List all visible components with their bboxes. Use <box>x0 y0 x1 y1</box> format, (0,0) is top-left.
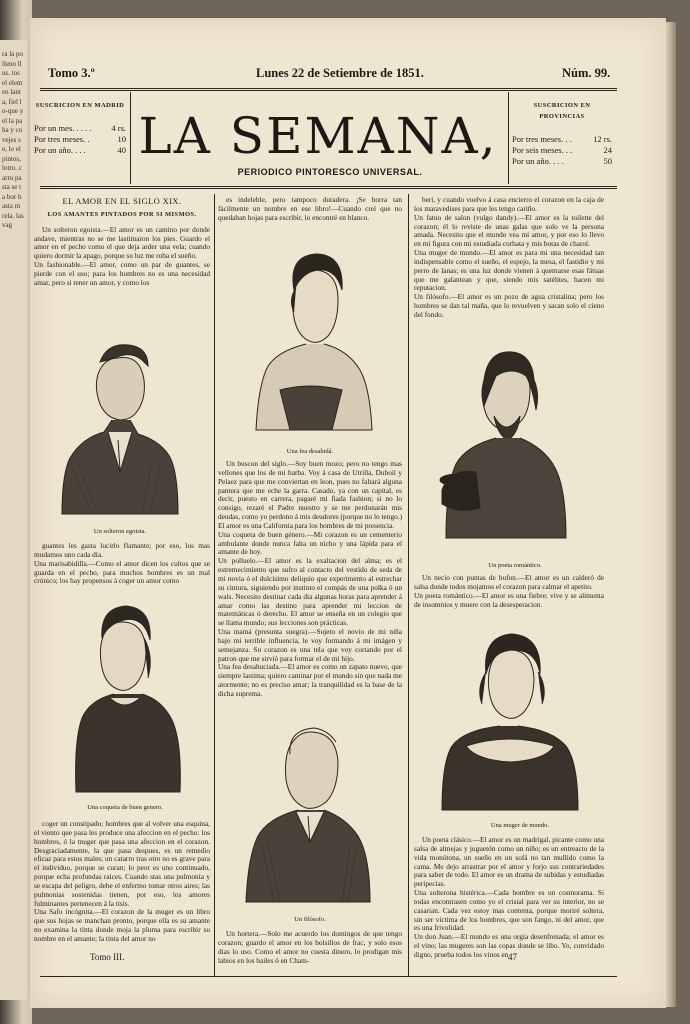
article-paragraph: Un solteron egoista.—El amor es un camino por donde andave, mientras no se me lastimaron los pies. Guardo el amor en el pecho como el que deja arder una vela; cuando quiero dormir la apago, porque su luz me roba el sueño. Un fashionable.—El amor, como un par de guantes, se pierde con el uso; para los hombres no es una necesidad amar, pero si tener un amor, y como los <box>34 224 210 287</box>
article-paragraph: es indeleble, pero tampoco duradera. ¡Se borra tan fácilmente un nombre en ese libro!—Cuando creí que no quedaban hojas para escribir, lo encontré en blanco. <box>218 195 402 222</box>
footer-rule <box>40 976 617 977</box>
caption-filosofo: Un filósofo. <box>294 916 326 923</box>
caption-solteron: Un solteron egoista. <box>93 528 147 535</box>
portrait-solteron <box>52 328 184 524</box>
portrait-filosofo <box>238 716 378 912</box>
page-edge <box>666 22 676 1007</box>
header-rule <box>40 88 617 91</box>
left-page-text: ra la po lleno llus. tos el elemen lanta, fiel lo-que y el la pa ha y co vejes se, lo el pintos, lotro. carru pasta se ta bor hasta m rela. las vag <box>2 50 24 229</box>
header-row <box>44 66 614 84</box>
column-1-mid <box>34 542 210 586</box>
column-3-bottom <box>414 836 604 960</box>
caption-coqueta: Una coqueta de buen genero. <box>87 804 163 811</box>
subscription-madrid <box>34 100 126 156</box>
left-page-fragment <box>0 40 27 1000</box>
column-3-top <box>414 196 604 320</box>
masthead-divider <box>508 92 509 184</box>
subscription-provinces-title: SUSCRICION EN PROVINCIAS <box>533 102 591 120</box>
column-2-top <box>218 196 402 223</box>
article-title: EL AMOR EN EL SIGLO XIX. <box>62 196 182 206</box>
caption-fea: Una fea desahidá. <box>286 448 334 455</box>
issue-date: Lunes 22 de Setiembre de 1851. <box>256 66 424 80</box>
article-subtitle: LOS AMANTES PINTADOS POR SI MISMOS. <box>47 210 197 218</box>
article-paragraph: Un poeta clásico.—El amor es un madrigal, picante como una salsa de almejas y juguetón como un niño; es un entreacto de la vida monótona, un sueño en un sofá no tan mullido como la cama. Me dejo arrastrar por el amor y forjo sus contrariedades para saber de todo. El amor es un drama de subidas y estudiadas peripecias. Una solterona histérica.—Cada hombre es un cosmorama. Si todas encontrasen como yo el cristal para ver su interior, no se casarian. Cada vez estoy mas contenta, porque moriré soltera, sin ser víctima de los hombres, que son fango, ni del amor, que es una frivolidad. Un don Juan.—El mundo es una orgía desenfrenada; el amor es el vino; las mugeres son las copas donde se libo. Yo, convidado digno, prueba todos los vinos en <box>414 835 604 959</box>
subscription-line: Por un mes. . . . . 4 rs. <box>34 123 126 133</box>
subscription-line: Por tres meses. . 10 <box>34 134 126 144</box>
column-2-bottom <box>218 930 402 965</box>
subscription-line: Por seis meses. . . 24 <box>512 145 612 155</box>
portrait-fea <box>240 240 380 440</box>
column-2-mid <box>218 460 402 699</box>
column-1-top <box>34 194 210 288</box>
article-paragraph: beri, y cuando vuelvo á casa encierro el corazon en la caja de los maravedises para que les tengo cariño. Un fatuo de salon (vulgo dandy).—El amor es la toilette del corazon; él lo reviste de unas galas que solo ve la persona amada. Necesito que el mundo vea mi amor, y por eso lo llevo en mi figura con mi estudiada corbata y mis botas de charol. Una muger de mundo.—El amor es para mi una necesidad tan indispensable como el sueño, el espejo, la mesa, el fastidio y mi perro de lanas; es una luz donde vienen á quemarse esas fátuas que me galantean y que, siendo mis satélites, hacen mi reputacion. Un filósofo.—El amor es un pozo de agua cristalina; pero los hombres se dan tal maña, que lo revuelven y sacan solo el cieno del fondo. <box>414 195 604 319</box>
subscription-line: Por un año. . . . 50 <box>512 156 612 166</box>
portrait-coqueta <box>64 598 188 798</box>
subscription-madrid-title: SUSCRICION EN MADRID <box>35 102 125 109</box>
issue-number: Núm. 99. <box>562 66 611 80</box>
masthead-subtitle: PERIODICO PINTORESCO UNIVERSAL. <box>237 167 423 177</box>
newspaper-page <box>30 18 666 1008</box>
caption-muger: Una muger de mundo. <box>490 822 550 829</box>
subscription-line: Por tres meses. . . 12 rs. <box>512 134 612 144</box>
caption-poeta: Un poeta romántico. <box>488 562 542 569</box>
article-paragraph: guantes les gasta lucirlo flamante; por eso, los mas mudamos uno cada dia. Una marisabidilla.—Como el amor dicen los cultos que se guarda en el pecho, para muchos hombres es un mal crónico; los hay propensos á coger un amor como <box>34 541 210 586</box>
volume-label: Tomo 3.º <box>48 66 95 80</box>
column-3-mid <box>414 574 604 609</box>
portrait-poeta <box>436 340 576 546</box>
masthead-bottom-rule <box>40 186 617 189</box>
subscription-line: Por un año. . . . 40 <box>34 145 126 155</box>
column-divider <box>408 194 409 976</box>
footer-page-number: 47 <box>508 952 517 962</box>
portrait-muger <box>430 622 580 820</box>
column-1-bottom <box>34 820 210 944</box>
article-paragraph: Un buscon del siglo.—Soy buen mozo; pero no tengo mas vellones que los de mi barba. Voy á casa de Utrilla, Duboil y Pelaez para que me conviertan en leon, pues no faltará alguna pantera que me eche la garra. Casado, ya con un capital, es decir, puesto en carrera, pagaré mi fiada fashion; si no lo consigo, rezaré el Padre nuestro y se me perdonarán mis deudas, como yo perdono á mis deudores (porque no lo tengo.) El amor es una California para los hombres de mi presencia. Una coqueta de buen género.—Mi corazon es un cementerio ambulante donde nunca falta un nicho y una lápida para el amante de hoy. Un polluelo.—El amor es la exaltacion del alma; es el estremecimiento que sufro al contacto del vestido de seda de mi novia ó el dulcísimo deliquio que experimento al estrechar su cintura, siguiendo por instinto el compás de una polka ó un wals. Necesito destinar cada dia algunas horas para aprender á amar como las destino para aprender mi leccion de matemáticas ó derecho. El amor se enseña en un colegio que se llama mundo; sus lecciones son prácticas. Una mamá (presunta suegra).—Sujeto el novio de mi niña bajo mi terrible influencia, le voy formando á mi imágen y semejanza. Su corazon es una tela que voy cortando por el patron que me sirvió para formar el de mi hijo. Una fea desahuciada.—El amor es como un zapato nuevo, que siempre lastima; quiero caminar por el mundo sin que nada me atormente; no es preciso amar; la tranquilidad es la base de la dicha suprema. <box>218 459 403 698</box>
footer-volume: Tomo III. <box>90 952 125 962</box>
column-divider <box>214 194 215 976</box>
article-paragraph: coger un constipado; hombres que al volver una esquina, el viento que pasa les produce una afeccion en el pecho: los hombres, ó la muger que pasa una afeccion en el corazon. Desgraciadamente, la que pasa despues, es un remedio eficaz para estos males; un catarro tras otro no es grave para el individuo, porque se curan; lo peor es uno continuado, porque echa profundas raices. Cuando stas una pulmonia y se escapa del peligro, debe el enfermo tomar otros aires; las pulmonias sostenidas tienen, por eso, los amores fulminantes pertenecen á la tisis. Una Safo incógnita.—El corazon de la muger es un libro que sus hojas se manchan pronto, porque ella es su amante no examina la tinta donde moja la pluma para escribir su nombre en el amante; la tinta del amor no <box>34 819 210 943</box>
article-paragraph: Un hortera.—Solo me acuerdo los domingos de que tengo corazon; guardo el amor en los bolsillos de frac, y solo esos dias lo uso. Como el amor no cuesta dinero, lo prodigan mis labios en los bailes ó en Cham- <box>218 929 402 965</box>
subscription-provinces <box>512 100 612 167</box>
masthead-title: LA SEMANA, <box>138 107 498 165</box>
masthead-divider <box>130 92 131 184</box>
article-paragraph: Un necio con puntas de bufon.—El amor es un calderó de salsa donde todos mojamos el corazon para calmar el apetito. Un poeta romántico.—El amor es una fiebre; vive y se alimenta de insomnios y muere con la desesperacion. <box>414 573 604 609</box>
